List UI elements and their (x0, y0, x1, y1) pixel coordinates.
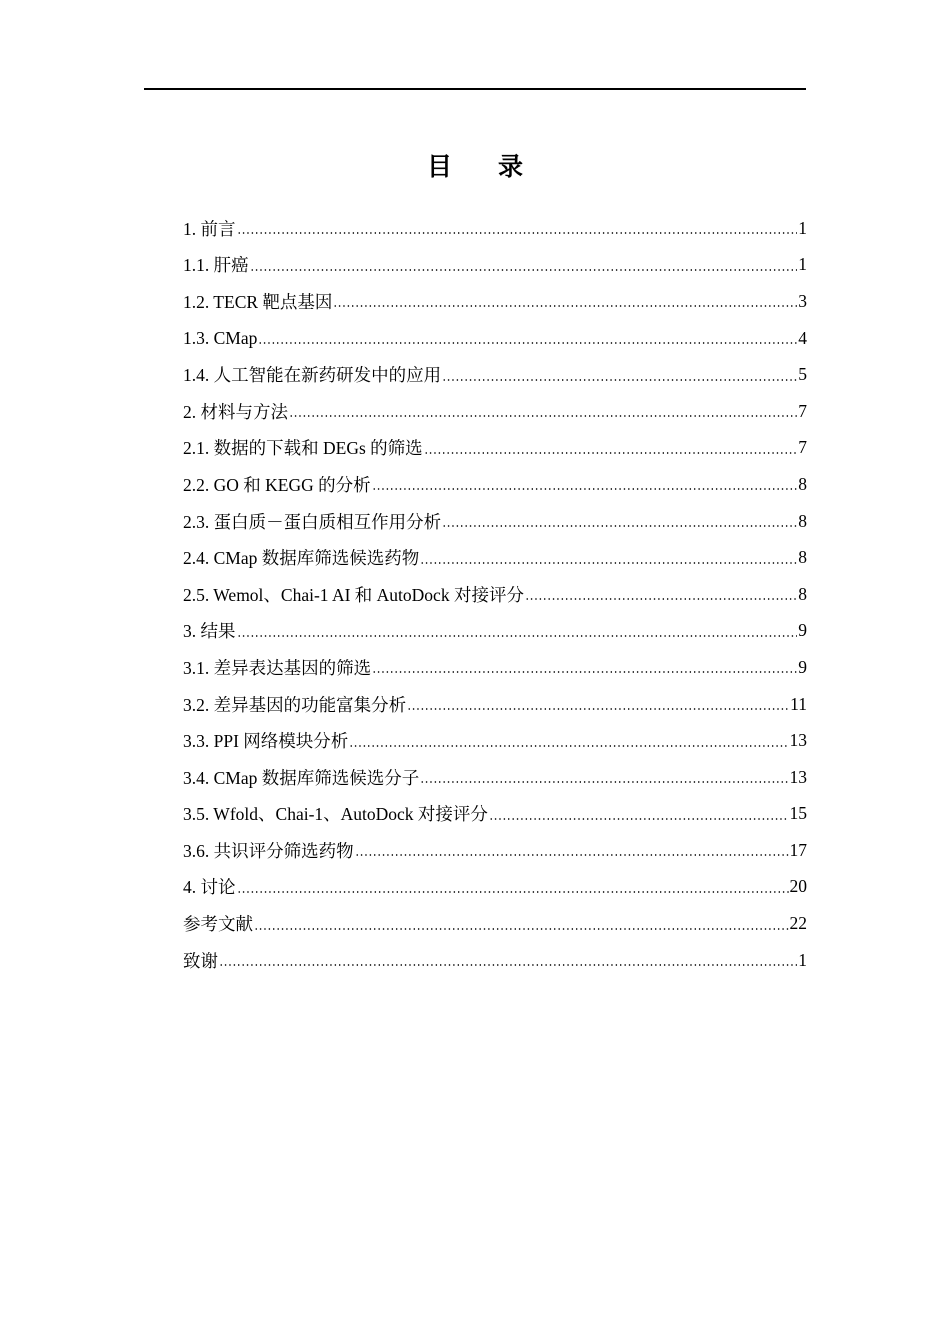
toc-entry[interactable] (183, 210, 807, 247)
toc-leader-dots (258, 328, 797, 348)
toc-entry-label: 1.4. 人工智能在新药研发中的应用 (183, 365, 442, 386)
toc-entry[interactable] (183, 576, 807, 613)
toc-entry-page: 9 (798, 620, 807, 641)
toc-entry-page: 1 (798, 949, 807, 970)
toc-entry[interactable] (183, 430, 807, 467)
toc-entry[interactable] (183, 905, 807, 942)
toc-leader-dots (442, 511, 797, 531)
toc-entry-page: 13 (789, 730, 807, 751)
toc-entry-label: 2.4. CMap 数据库筛选候选药物 (183, 548, 420, 569)
toc-entry-label: 3.1. 差异表达基因的筛选 (183, 657, 372, 678)
toc-entry-page: 20 (789, 876, 807, 897)
toc-entry-label: 2.1. 数据的下载和 DEGs 的筛选 (183, 438, 423, 459)
toc-entry-page: 4 (798, 327, 807, 348)
toc-entry-page: 13 (789, 766, 807, 787)
toc-entry-label: 3.4. CMap 数据库筛选候选分子 (183, 767, 420, 788)
toc-title-char-2: 录 (498, 152, 524, 181)
toc-leader-dots (333, 291, 797, 311)
toc-entry-label: 2. 材料与方法 (183, 401, 288, 422)
toc-entry-label: 1.3. CMap (183, 327, 258, 348)
toc-entry[interactable] (183, 832, 807, 869)
toc-entry-label: 2.5. Wemol、Chai-1 AI 和 AutoDock 对接评分 (183, 584, 524, 605)
toc-leader-dots (407, 694, 789, 714)
toc-entry[interactable] (183, 466, 807, 503)
toc-entry-label: 3.6. 共识评分筛选药物 (183, 840, 354, 861)
toc-entry[interactable] (183, 722, 807, 759)
toc-entry-label: 4. 讨论 (183, 877, 236, 898)
toc-entry-page: 22 (789, 913, 807, 934)
toc-entry-page: 5 (798, 364, 807, 385)
toc-leader-dots (219, 950, 797, 970)
toc-entry-page: 1 (798, 217, 807, 238)
toc-entry-page: 1 (798, 254, 807, 275)
toc-entry-page: 8 (798, 583, 807, 604)
toc-title-char-1: 目 (426, 152, 452, 181)
toc-entry-page: 11 (790, 693, 807, 714)
toc-entry-page: 15 (789, 803, 807, 824)
toc-leader-dots (525, 584, 797, 604)
toc-leader-dots (420, 767, 788, 787)
toc-entry-label: 1.2. TECR 靶点基因 (183, 291, 333, 312)
toc-leader-dots (250, 255, 798, 275)
toc-entry-label: 3.3. PPI 网络模块分析 (183, 731, 349, 752)
toc-entry-page: 7 (798, 400, 807, 421)
toc-entry[interactable] (183, 759, 807, 796)
toc-entry-label: 参考文献 (183, 914, 253, 935)
toc-leader-dots (237, 218, 798, 238)
toc-entry-page: 8 (798, 510, 807, 531)
toc-entry-label: 致谢 (183, 950, 218, 971)
toc-entry-page: 9 (798, 656, 807, 677)
toc-entry-label: 3.2. 差异基因的功能富集分析 (183, 694, 407, 715)
toc-leader-dots (254, 914, 789, 934)
toc-leader-dots (372, 474, 798, 494)
toc-entry[interactable] (183, 942, 807, 979)
toc-entry[interactable] (183, 869, 807, 906)
toc-entry[interactable] (183, 393, 807, 430)
toc-entry[interactable] (183, 613, 807, 650)
toc-entry[interactable] (183, 283, 807, 320)
toc-leader-dots (424, 438, 798, 458)
toc-entry[interactable] (183, 539, 807, 576)
toc-leader-dots (489, 804, 789, 824)
toc-entry-page: 7 (798, 437, 807, 458)
toc-leader-dots (237, 877, 789, 897)
toc-leader-dots (355, 840, 789, 860)
toc-entry-page: 8 (798, 547, 807, 568)
toc-entry-page: 3 (798, 290, 807, 311)
toc-entry[interactable] (183, 503, 807, 540)
header-rule (144, 88, 806, 90)
toc-title (0, 150, 950, 184)
toc-leader-dots (349, 731, 788, 751)
toc-entry[interactable] (183, 649, 807, 686)
toc-leader-dots (372, 657, 797, 677)
toc-entry-page: 17 (789, 839, 807, 860)
toc-entry-label: 1. 前言 (183, 218, 236, 239)
toc-entry-label: 2.3. 蛋白质－蛋白质相互作用分析 (183, 511, 442, 532)
toc-leader-dots (420, 548, 797, 568)
toc-entry[interactable] (183, 320, 807, 357)
toc-entry[interactable] (183, 796, 807, 833)
toc-entry-label: 2.2. GO 和 KEGG 的分析 (183, 474, 371, 495)
toc-leader-dots (442, 365, 797, 385)
toc-entry-label: 1.1. 肝癌 (183, 255, 249, 276)
toc-entry[interactable] (183, 686, 807, 723)
toc-entry-page: 8 (798, 473, 807, 494)
toc-list (183, 210, 807, 978)
toc-entry-label: 3. 结果 (183, 621, 236, 642)
toc-entry-label: 3.5. Wfold、Chai-1、AutoDock 对接评分 (183, 804, 488, 825)
toc-entry[interactable] (183, 356, 807, 393)
toc-leader-dots (289, 401, 797, 421)
toc-leader-dots (237, 621, 798, 641)
toc-entry[interactable] (183, 247, 807, 284)
